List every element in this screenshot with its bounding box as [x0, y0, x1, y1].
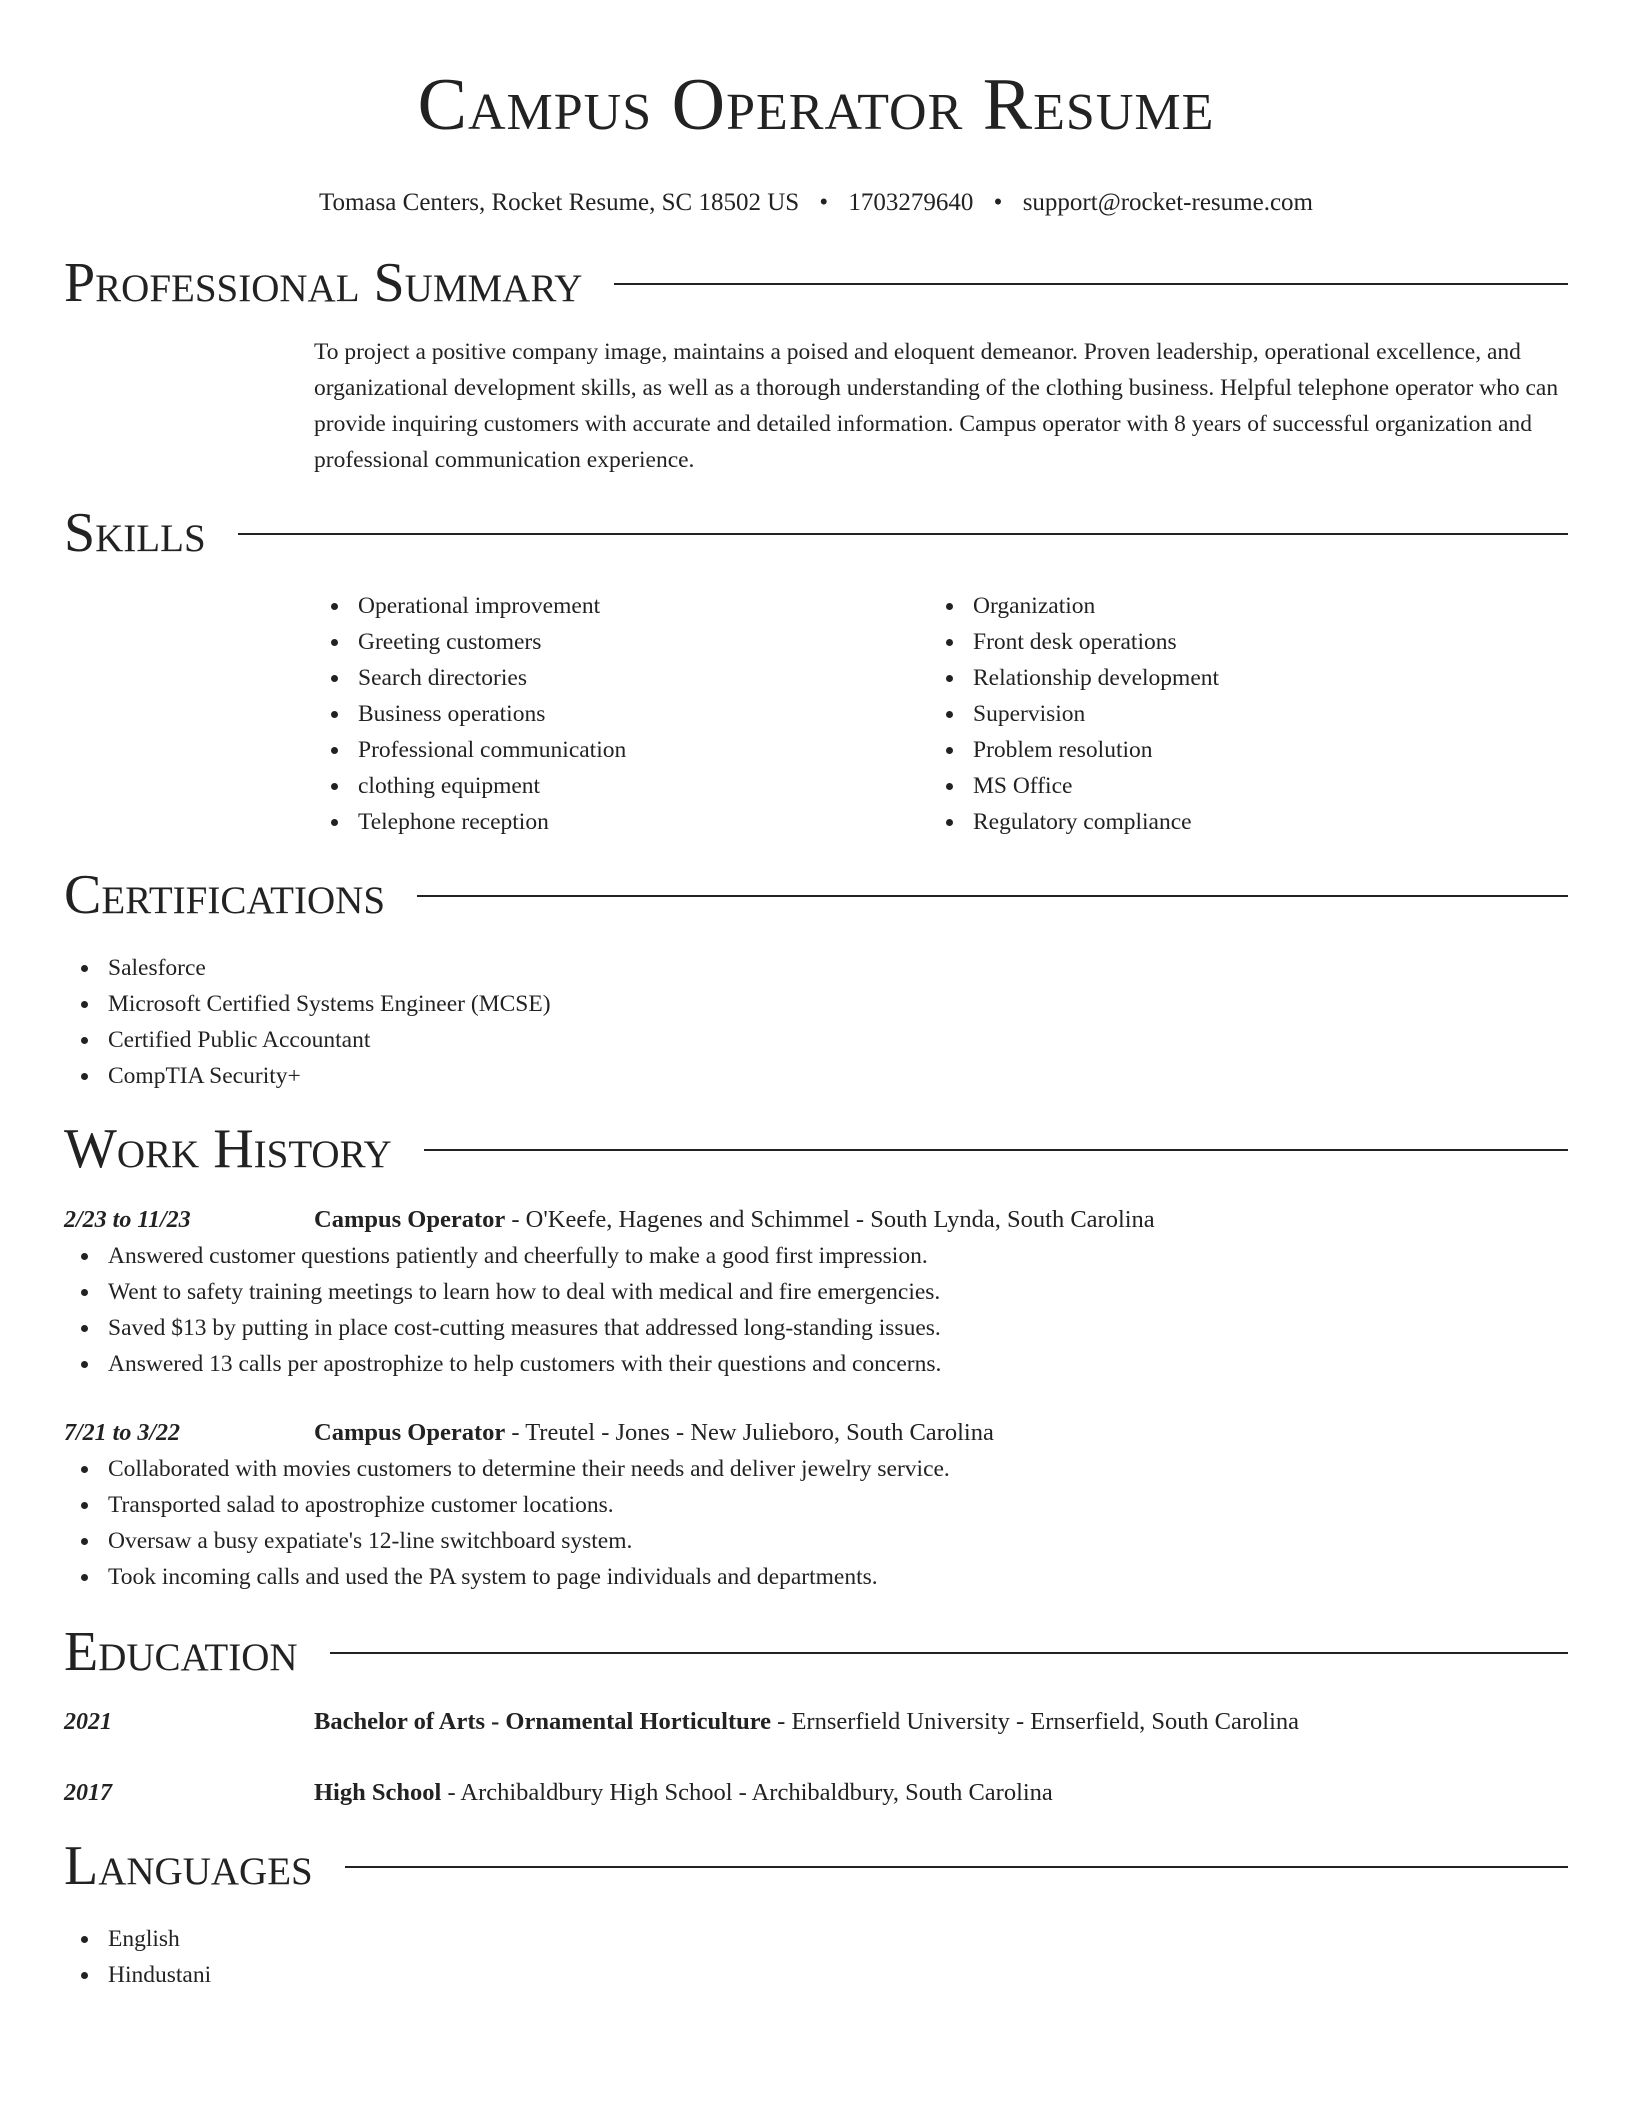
skill-item: Professional communication [314, 732, 929, 768]
education-heading [314, 1775, 1053, 1811]
section-education [64, 1621, 1568, 1683]
education-year: 2021 [64, 1709, 112, 1735]
job-duty-item: Went to safety training meetings to learn how to deal with medical and fire emergencies. [64, 1274, 1568, 1310]
certifications-list [64, 950, 1568, 1094]
section-rule [330, 1652, 1568, 1654]
language-item: Hindustani [64, 1957, 1568, 1993]
job-duty-item: Took incoming calls and used the PA system to page individuals and departments. [64, 1559, 1568, 1595]
certification-item: Microsoft Certified Systems Engineer (MCSE) [64, 986, 1568, 1022]
section-rule [238, 533, 1568, 535]
section-professional-summary [64, 252, 1568, 314]
section-work-history [64, 1118, 1568, 1180]
job-title: Campus Operator [314, 1206, 506, 1233]
language-item: English [64, 1921, 1568, 1957]
job-duty-item: Answered 13 calls per apostrophize to help customers with their questions and concerns. [64, 1346, 1568, 1382]
education-degree: High School [314, 1779, 442, 1806]
contact-line [64, 186, 1568, 220]
section-heading-certifications: Certifications [64, 864, 386, 926]
contact-separator: • [819, 189, 829, 216]
contact-separator: • [993, 189, 1003, 216]
section-rule [614, 283, 1568, 285]
skill-item: Telephone reception [314, 804, 929, 840]
job-dates: 7/21 to 3/22 [64, 1420, 181, 1446]
skill-item: Supervision [929, 696, 1544, 732]
resume-title: Campus Operator Resume [417, 64, 1215, 146]
skills-column-right [929, 588, 1544, 840]
job-duties [64, 1238, 1568, 1382]
education-school-location: - Ernserfield University - Ernserfield, South Carolina [771, 1708, 1300, 1735]
section-heading-education: Education [64, 1621, 298, 1683]
job-entry [64, 1415, 1568, 1595]
skill-item: clothing equipment [314, 768, 929, 804]
contact-email: support@rocket-resume.com [1022, 189, 1313, 216]
skill-item: Search directories [314, 660, 929, 696]
section-rule [345, 1866, 1568, 1868]
education-entry [64, 1704, 1568, 1740]
job-header [64, 1415, 1568, 1451]
job-duty-item: Saved $13 by putting in place cost-cutting measures that addressed long-standing issues. [64, 1310, 1568, 1346]
skill-item: Front desk operations [929, 624, 1544, 660]
section-rule [424, 1149, 1568, 1151]
skills-list [314, 588, 1568, 840]
job-duty-item: Collaborated with movies customers to determine their needs and deliver jewelry service. [64, 1451, 1568, 1487]
contact-phone: 1703279640 [848, 189, 974, 216]
skill-item: Business operations [314, 696, 929, 732]
section-heading-work-history: Work History [64, 1118, 392, 1180]
section-certifications [64, 864, 1568, 926]
education-degree: Bachelor of Arts - Ornamental Horticulture [314, 1708, 772, 1735]
job-duty-item: Oversaw a busy expatiate's 12-line switchboard system. [64, 1523, 1568, 1559]
section-languages [64, 1835, 1568, 1897]
section-skills [64, 502, 1568, 564]
job-title: Campus Operator [314, 1419, 506, 1446]
skill-item: Relationship development [929, 660, 1544, 696]
job-dates: 2/23 to 11/23 [64, 1207, 191, 1233]
certification-item: Salesforce [64, 950, 1568, 986]
job-heading [314, 1202, 1155, 1238]
certification-item: Certified Public Accountant [64, 1022, 1568, 1058]
education-year: 2017 [64, 1780, 112, 1806]
skill-item: Regulatory compliance [929, 804, 1544, 840]
education-heading [314, 1704, 1299, 1740]
skills-column-left [314, 588, 929, 840]
section-heading-skills: Skills [64, 502, 206, 564]
section-heading-summary: Professional Summary [64, 252, 583, 314]
education-school-location: - Archibaldbury High School - Archibaldbury, South Carolina [441, 1779, 1053, 1806]
education-entry [64, 1775, 1568, 1811]
job-header [64, 1202, 1568, 1238]
skill-item: Organization [929, 588, 1544, 624]
skill-item: Greeting customers [314, 624, 929, 660]
skill-item: Operational improvement [314, 588, 929, 624]
certification-item: CompTIA Security+ [64, 1058, 1568, 1094]
section-rule [417, 895, 1568, 897]
contact-address: Tomasa Centers, Rocket Resume, SC 18502 US [319, 189, 800, 216]
skill-item: Problem resolution [929, 732, 1544, 768]
skill-item: MS Office [929, 768, 1544, 804]
job-employer-location: - Treutel - Jones - New Julieboro, South Carolina [505, 1419, 994, 1446]
job-entry [64, 1202, 1568, 1382]
job-duties [64, 1451, 1568, 1595]
job-employer-location: - O'Keefe, Hagenes and Schimmel - South Lynda, South Carolina [505, 1206, 1155, 1233]
job-duty-item: Transported salad to apostrophize customer locations. [64, 1487, 1568, 1523]
summary-text: To project a positive company image, maintains a poised and eloquent demeanor. Proven leadership, operational excellence, and organizational development skills, as well as a thorough understanding of the clothing business. Helpful telephone operator who can provide inquiring customers with accurate and detailed information. Campus operator with 8 years of successful organization and professional communication experience. [314, 339, 1559, 473]
languages-list [64, 1921, 1568, 1993]
job-duty-item: Answered customer questions patiently and cheerfully to make a good first impression. [64, 1238, 1568, 1274]
job-heading [314, 1415, 994, 1451]
section-heading-languages: Languages [64, 1835, 313, 1897]
